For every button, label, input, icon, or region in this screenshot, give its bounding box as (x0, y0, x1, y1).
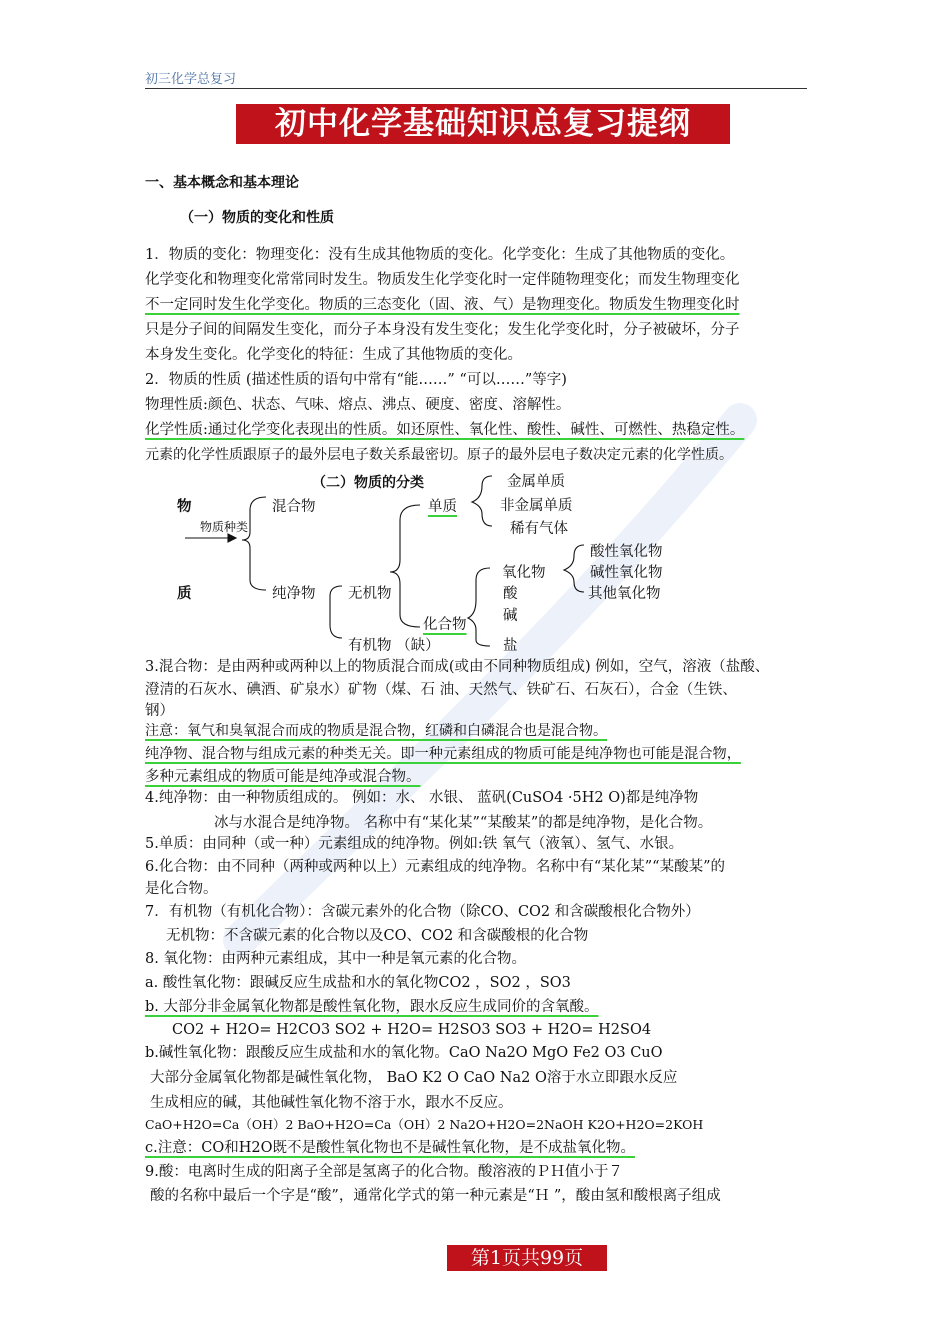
node-acid: 酸 (503, 586, 518, 602)
p7-line: 无机物：不含碳元素的化合物以及CO、CO2 和含碳酸根的化合物 (166, 928, 589, 944)
node-inorganic: 无机物 (348, 586, 392, 602)
section-heading: 一、基本概念和基本理论 (145, 175, 299, 191)
node-organic: 有机物 （缺） (348, 638, 440, 654)
p8-line: c.注意：CO和H2O既不是酸性氧化物也不是碱性氧化物，是不成盐氧化物。 (145, 1140, 635, 1156)
subsection-heading: （一）物质的变化和性质 (180, 210, 334, 226)
arrow-head (228, 534, 236, 542)
brace-pure (390, 505, 420, 627)
p2-line: 化学性质:通过化学变化表现出的性质。如还原性、氧化性、酸性、碱性、可燃性、热稳定性。 (145, 422, 745, 438)
p3-line: 澄清的石灰水、碘酒、矿泉水）矿物（煤、石 油、天然气、铁矿石、石灰石），合金（生铁、 (145, 682, 737, 698)
p9-line: 酸的名称中最后一个字是“酸”，通常化学式的第一种元素是“Ｈ ”，酸由氢和酸根离子组成 (150, 1188, 721, 1204)
node-nonmetal: 非金属单质 (500, 498, 573, 514)
label-zhi: 质 (177, 586, 192, 602)
p1-line: 1．物质的变化：物理变化：没有生成其他物质的变化。化学变化：生成了其他物质的变化。 (145, 247, 735, 263)
p3-line: 纯净物、混合物与组成元素的种类无关。即一种元素组成的物质可能是纯净物也可能是混合物， (145, 746, 741, 762)
p1-line: 化学变化和物理变化常常同时发生。物质发生化学变化时一定伴随物理变化；而发生物理变化 (145, 272, 740, 288)
page-indicator: 第1页共99页 (447, 1245, 607, 1271)
p8-equations: CaO+H2O=Ca（OH）2 BaO+H2O=Ca（OH）2 Na2O+H2O=2NaOH K2O+H2O=2KOH (145, 1117, 704, 1132)
p8-equations: CO2 + H2O= H2CO3 SO2 + H2O= H2SO3 SO3 + H2O= H2SO4 (172, 1022, 652, 1038)
p2-line: 2．物质的性质 (描述性质的语句中常有“能……” “可以……”等字) (145, 372, 567, 388)
brace-element (472, 476, 492, 526)
p6-line: 是化合物。 (145, 881, 218, 897)
p3-line: 多种元素组成的物质可能是纯净或混合物。 (145, 769, 421, 785)
node-base-oxide: 碱性氧化物 (590, 565, 663, 581)
node-element: 单质 (428, 499, 457, 515)
p5-line: 5.单质：由同种（或一种）元素组成的纯净物。例如:铁 氧气（液氧）、氢气、水银。 (145, 836, 684, 852)
node-noble: 稀有气体 (510, 521, 568, 537)
p8-line: 8. 氧化物：由两种元素组成，其中一种是氧元素的化合物。 (145, 951, 526, 967)
p1-line: 只是分子间的间隔发生变化，而分子本身没有发生变化；发生化学变化时，分子被破坏，分子 (145, 322, 740, 338)
p3-line: 注意：氧气和臭氧混合而成的物质是混合物，红磷和白磷混合也是混合物。 (145, 723, 607, 739)
node-pure: 纯净物 (272, 586, 316, 602)
p8-line: a. 酸性氧化物：跟碱反应生成盐和水的氧化物CO2 ，SO2 ，SO3 (145, 975, 571, 991)
node-salt: 盐 (503, 638, 518, 654)
p8-line: 生成相应的碱，其他碱性氧化物不溶于水，跟水不反应。 (150, 1095, 513, 1111)
p4-line: 4.纯净物：由一种物质组成的。 例如：水、 水银、 蓝矾(CuSO4 ·5H2 O)都是纯净物 (145, 790, 699, 806)
brace-compound-organic (330, 586, 342, 638)
arrow-label: 物质种类 (200, 520, 249, 534)
p8-line: 大部分金属氧化物都是碱性氧化物， BaO K2 O CaO Na2 O溶于水立即跟水反应 (150, 1070, 678, 1086)
running-header: 初三化学总复习 (145, 72, 237, 87)
brace-compound (468, 568, 490, 646)
page-title: 初中化学基础知识总复习提纲 (236, 104, 730, 144)
p1-line: 本身发生变化。化学变化的特征：生成了其他物质的变化。 (145, 347, 522, 363)
node-compound: 化合物 (423, 617, 467, 633)
p1-line: 不一定同时发生化学变化。物质的三态变化（固、液、气）是物理变化。物质发生物理变化时 (145, 297, 740, 313)
brace-oxide (564, 545, 584, 592)
label-wu: 物 (177, 499, 192, 515)
node-mixture: 混合物 (272, 499, 316, 515)
node-oxide: 氧化物 (502, 565, 546, 581)
node-other-oxide: 其他氧化物 (588, 586, 661, 602)
p9-line: 9.酸：电离时生成的阳离子全部是氢离子的化合物。酸溶液的ＰＨ值小于７ (145, 1164, 623, 1180)
brace-wuzhi (242, 497, 266, 590)
p8-line: b. 大部分非金属氧化物都是酸性氧化物，跟水反应生成同价的含氧酸。 (145, 999, 599, 1015)
p4-line: 冰与水混合是纯净物。 名称中有“某化某”“某酸某”的都是纯净物，是化合物。 (214, 815, 713, 831)
p7-line: 7．有机物（有机化合物）：含碳元素外的化合物（除CO、CO2 和含碳酸根化合物外） (145, 904, 700, 920)
p8-line: b.碱性氧化物：跟酸反应生成盐和水的氧化物。CaO Na2O MgO Fe2 O3 CuO (145, 1045, 663, 1061)
p3-line: 钢） (145, 703, 174, 719)
p6-line: 6.化合物：由不同种（两种或两种以上）元素组成的纯净物。名称中有“某化某”“某酸某”的 (145, 859, 725, 875)
p2-line: 物理性质:颜色、状态、气味、熔点、沸点、硬度、密度、溶解性。 (145, 397, 571, 413)
node-acid-oxide: 酸性氧化物 (590, 544, 663, 560)
p3-line: 3.混合物：是由两种或两种以上的物质混合而成(或由不同种物质组成) 例如，空气，溶液（盐酸、 (145, 659, 770, 675)
p2-line: 元素的化学性质跟原子的最外层电子数关系最密切。原子的最外层电子数决定元素的化学性质。 (145, 447, 733, 463)
node-base: 碱 (503, 608, 518, 624)
node-metal: 金属单质 (507, 474, 565, 490)
diagram-title: （二）物质的分类 (312, 475, 424, 491)
